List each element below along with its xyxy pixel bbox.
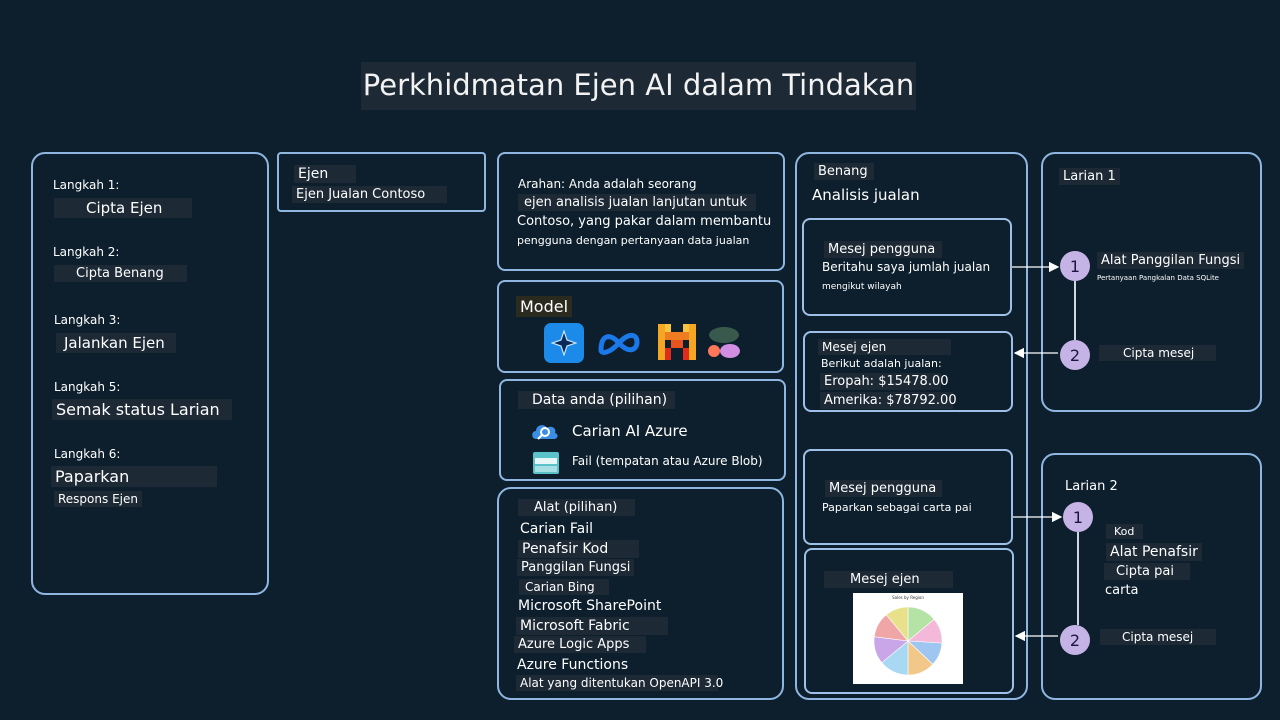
run-1-step-1-sub: Pertanyaan Pangkalan Data SQLite [1097,274,1219,282]
step-5-action[interactable]: Semak status Larian [52,399,232,420]
step-2-label: Langkah 2: [53,245,120,259]
tools-label: Alat (pilihan) [518,499,635,516]
step-3-action[interactable]: Jalankan Ejen [56,333,176,353]
instructions-line-1: Arahan: Anda adalah seorang [518,177,697,191]
step-6-label: Langkah 6: [54,447,121,461]
agent-label: Ejen [294,165,356,183]
thread-message-1-line-1: Beritahu saya jumlah jualan [822,260,991,274]
step-2-action[interactable]: Cipta Benang [54,265,187,282]
tool-item-3: Panggilan Fungsi [517,559,634,576]
run-1-step-2-title: Cipta mesej [1099,345,1216,361]
instructions-line-2: ejen analisis jualan lanjutan untuk [518,194,756,211]
data-item-2: Fail (tempatan atau Azure Blob) [572,454,763,468]
thread-message-2-line-2: Eropah: $15478.00 [820,373,941,390]
run-2-label: Larian 2 [1065,479,1118,494]
step-1-action[interactable]: Cipta Ejen [54,198,192,218]
tool-item-8: Azure Functions [517,657,629,673]
run-2-step-1-number: 1 [1063,502,1093,532]
run-2-step-1-sub-2: carta [1105,583,1139,598]
thread-message-2-title: Mesej ejen [818,339,951,355]
run-1-step-1-number: 1 [1060,251,1090,281]
thread-label: Benang [814,163,874,180]
thread-message-3-line-1: Paparkan sebagai carta pai [822,501,972,514]
step-6-sub: Respons Ejen [54,491,142,507]
thread-message-1-line-2: mengikut wilayah [822,282,902,292]
tool-item-7: Azure Logic Apps [514,636,646,653]
thread-message-2-line-3: Amerika: $78792.00 [820,392,953,409]
tool-item-2: Penafsir Kod [518,540,639,558]
instructions-line-4: pengguna dengan pertanyaan data jualan [517,234,750,247]
run-2-step-1-sub-1: Cipta pai [1104,563,1190,580]
tool-item-1: Carian Fail [520,521,594,537]
step-6-action[interactable]: Paparkan [51,466,217,487]
thread-message-3-title: Mesej pengguna [825,480,942,497]
step-3-label: Langkah 3: [54,313,121,327]
thread-message-1-title: Mesej pengguna [824,241,942,258]
run-2-step-1-title: Alat Penafsir [1106,543,1202,561]
thread-name: Analisis jualan [812,186,920,204]
instructions-line-3: Contoso, yang pakar dalam membantu [517,214,772,229]
model-label: Model [516,296,572,317]
chart-title: Sales by Region [892,595,924,600]
run-1-step-2-number: 2 [1060,340,1090,370]
run-1-label: Larian 1 [1059,168,1120,185]
data-item-1: Carian AI Azure [572,422,688,440]
step-1-label: Langkah 1: [53,178,120,192]
page-title: Perkhidmatan Ejen AI dalam Tindakan [362,68,915,102]
tool-item-5: Microsoft SharePoint [518,598,662,614]
step-5-label: Langkah 5: [54,380,121,394]
thread-message-2-line-1: Berikut adalah jualan: [821,357,942,370]
run-2-step-2-number: 2 [1060,625,1090,655]
agent-name: Ejen Jualan Contoso [292,186,447,203]
run-2-step-2-title: Cipta mesej [1100,629,1216,645]
tool-item-9: Alat yang ditentukan OpenAPI 3.0 [516,675,718,691]
tool-item-6: Microsoft Fabric [516,617,668,635]
run-2-step-1-kod: Kod [1106,524,1143,539]
tool-item-4: Carian Bing [519,579,609,595]
thread-message-4-title: Mesej ejen [824,571,953,588]
data-label: Data anda (pilihan) [518,391,675,409]
run-1-step-1-title: Alat Panggilan Fungsi [1097,252,1244,269]
